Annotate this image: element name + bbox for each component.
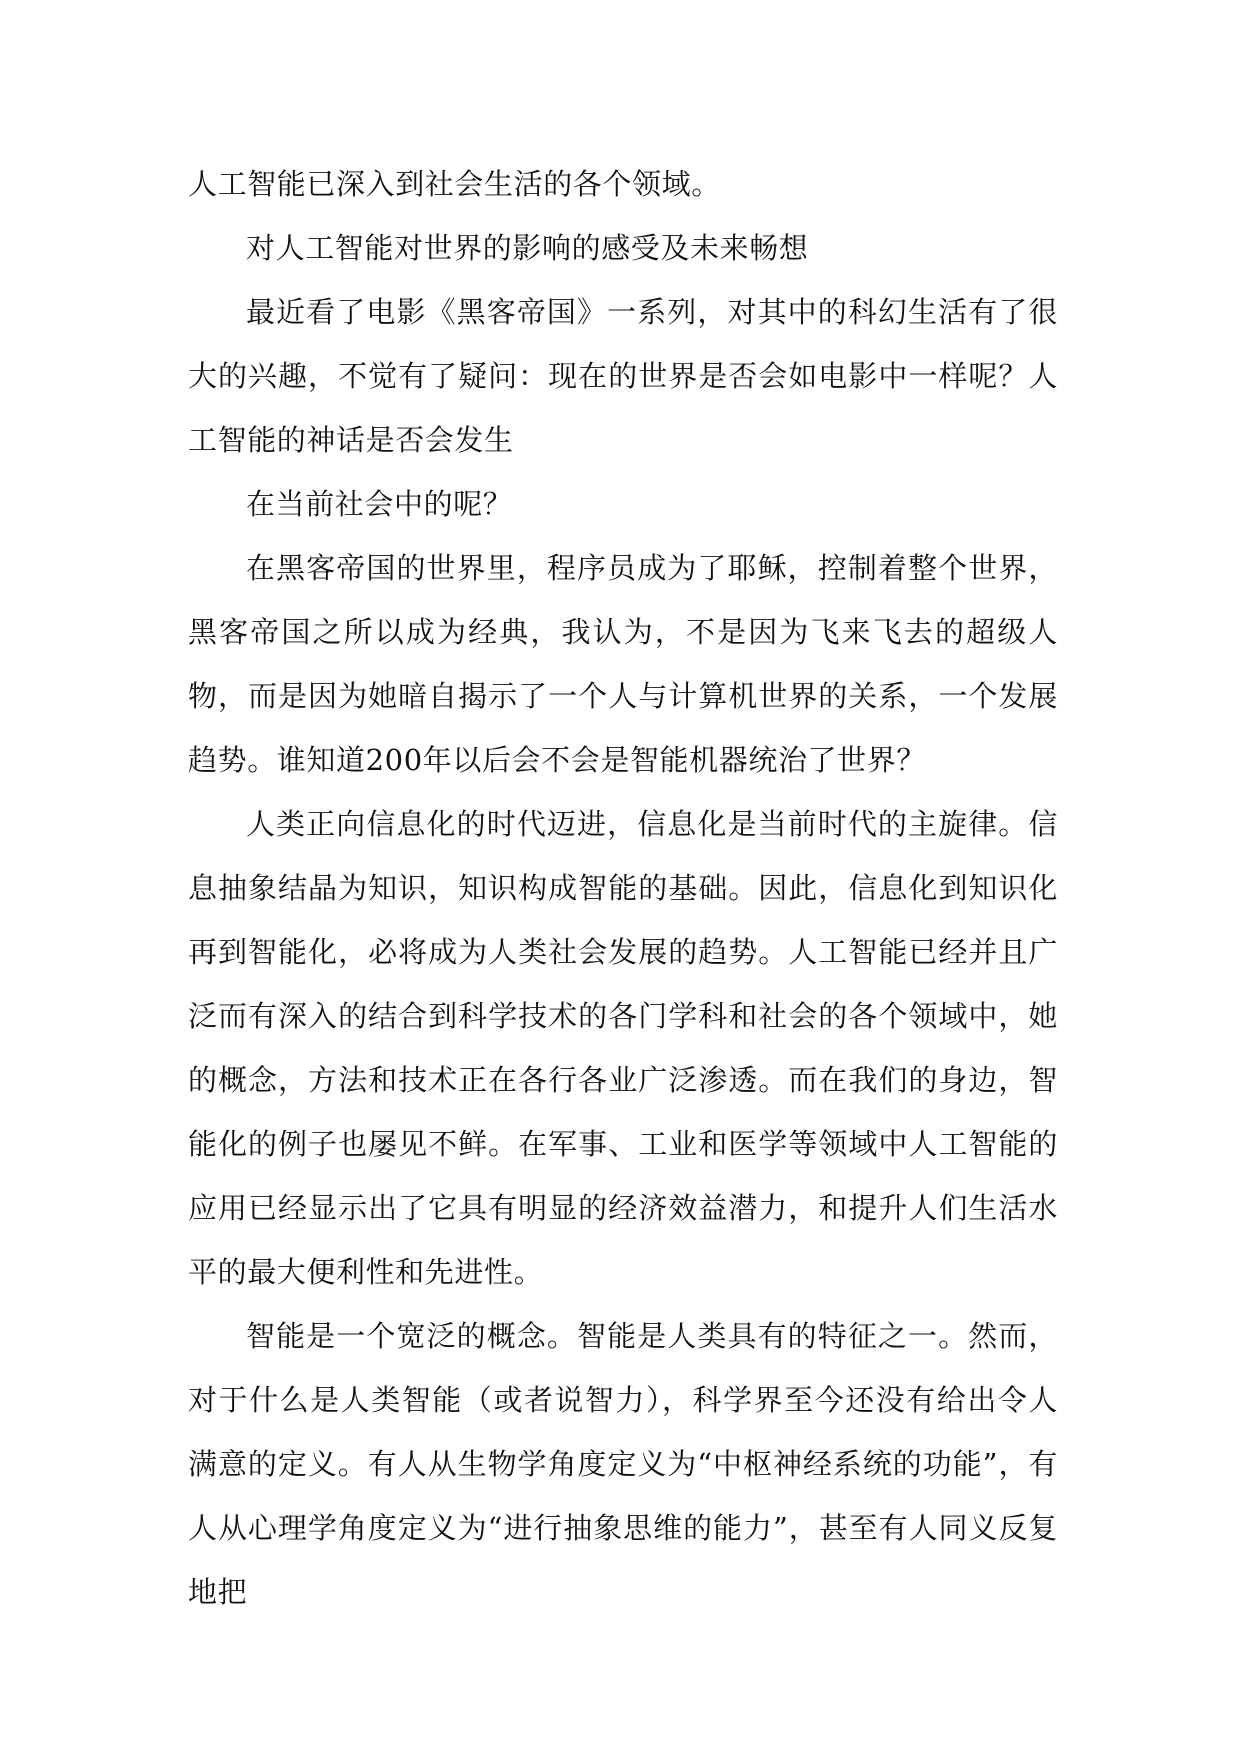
- paragraph-intro: 人工智能已深入到社会生活的各个领域。: [188, 167, 721, 201]
- document-body: [188, 152, 1058, 1624]
- paragraph-informatization: 人类正向信息化的时代迈进，信息化是当前时代的主旋律。信息抽象结晶为知识，知识构成智能的基础。因此，信息化到知识化再到智能化，必将成为人类社会发展的趋势。人工智能已经并且广泛而有深入的结合到科学技术的各门学科和社会的各个领域中，她的概念，方法和技术正在各行各业广泛渗透。而在我们的身边，智能化的例子也屡见不鲜。在军事、工业和医学等领域中人工智能的应用已经显示出了它具有明显的经济效益潜力，和提升人们生活水平的最大便利性和先进性。: [188, 807, 1058, 1289]
- paragraph-heading: 对人工智能对世界的影响的感受及未来畅想: [246, 231, 809, 265]
- paragraph-current-society: 在当前社会中的呢？: [246, 487, 513, 521]
- paragraph-intelligence-definition: 智能是一个宽泛的概念。智能是人类具有的特征之一。然而，对于什么是人类智能（或者说智力），科学界至今还没有给出令人满意的定义。有人从生物学角度定义为“中枢神经系统的功能”，有人从心理学角度定义为“进行抽象思维的能力”，甚至有人同义反复地把: [188, 1319, 1058, 1609]
- paragraph-matrix-world: 在黑客帝国的世界里，程序员成为了耶稣，控制着整个世界，黑客帝国之所以成为经典，我认为，不是因为飞来飞去的超级人物，而是因为她暗自揭示了一个人与计算机世界的关系，一个发展趋势。谁知道200年以后会不会是智能机器统治了世界？: [188, 551, 1058, 777]
- paragraph-matrix-movie: 最近看了电影《黑客帝国》一系列，对其中的科幻生活有了很大的兴趣，不觉有了疑问：现在的世界是否会如电影中一样呢？人工智能的神话是否会发生: [188, 295, 1058, 457]
